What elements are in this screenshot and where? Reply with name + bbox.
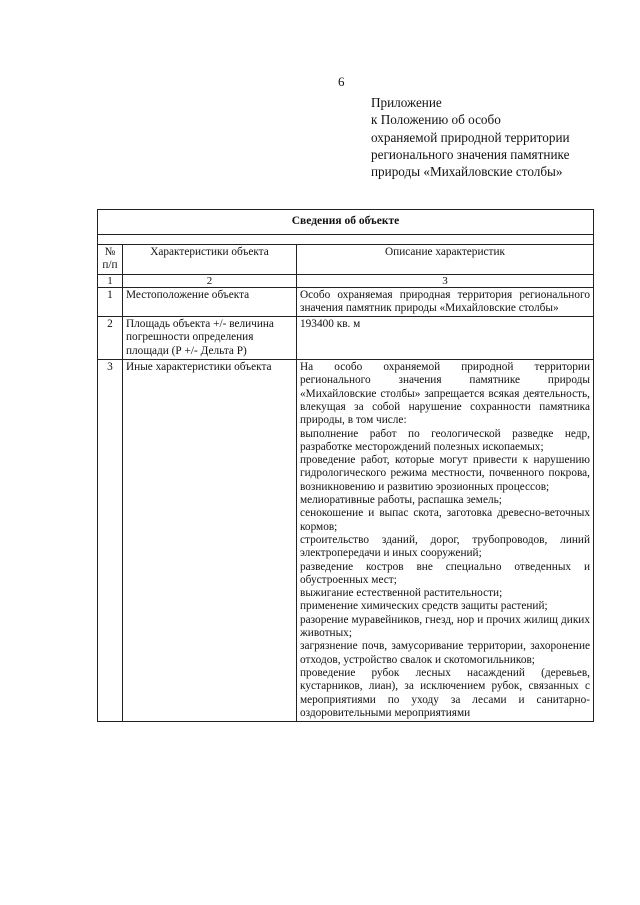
table-header-row: [98, 245, 594, 275]
appendix-line: регионального значения памятнике: [371, 146, 570, 162]
header-characteristic: Характеристики объекта: [123, 245, 297, 275]
description-paragraph: проведение рубок лесных насаждений (деревьев, кустарников, лиан), за исключением рубок, связанных с мероприятиями по уходу за лесами и санитарно-оздоровительными мероприятиями: [300, 666, 590, 719]
table-spacer-row: [98, 235, 594, 245]
appendix-line: Приложение: [371, 95, 442, 110]
table-title-row: [98, 210, 594, 235]
row-number: 3: [98, 360, 123, 722]
description-paragraph: применение химических средств защиты растений;: [300, 600, 548, 613]
column-index-row: [98, 274, 594, 287]
row-characteristic: Местоположение объекта: [123, 287, 297, 317]
column-index: 3: [297, 274, 594, 287]
description-paragraph: строительство зданий, дорог, трубопроводов, линий электропередачи и иных сооружений;: [300, 533, 590, 560]
page-number: 6: [338, 74, 345, 89]
row-description: 193400 кв. м: [297, 317, 594, 360]
object-info-table: [97, 209, 594, 722]
description-paragraph: проведение работ, которые могут привести к нарушению гидрологического режима местности, почвенного покрова, возникновению и развитию эрозионных процессов;: [300, 454, 590, 493]
appendix-line: природы «Михайловские столбы»: [371, 164, 563, 180]
table-row: [98, 287, 594, 317]
row-characteristic: Площадь объекта +/- величина погрешности определения площади (Р +/- Дельта Р): [123, 317, 297, 360]
table-title: Сведения об объекте: [98, 210, 594, 235]
description-paragraph: разведение костров вне специально отведенных и обустроенных мест;: [300, 560, 590, 586]
table-row: [98, 317, 594, 360]
header-description: Описание характеристик: [297, 245, 594, 275]
description-paragraph: загрязнение почв, замусоривание территории, захоронение отходов, устройство свалок и скотомогильников;: [300, 640, 590, 666]
spacer-cell: [98, 235, 594, 245]
row-characteristic: Иные характеристики объекта: [123, 360, 297, 722]
description-paragraph: разорение муравейников, гнезд, нор и прочих жилищ диких животных;: [300, 613, 590, 640]
row-number: 2: [98, 317, 123, 360]
description-paragraph: На особо охраняемой природной территории регионального значения памятнике природы «Михайловские столбы» запрещается всякая деятельность, влекущая за собой нарушение сохранности памятника природы, в том числе:: [300, 361, 590, 427]
table-row: [98, 360, 594, 722]
appendix-line: охраняемой природной территории: [371, 129, 570, 145]
appendix-heading: [371, 94, 611, 180]
table: [97, 209, 594, 722]
row-number: 1: [98, 287, 123, 317]
column-index: 1: [98, 274, 123, 287]
header-num: № п/п: [98, 245, 123, 275]
description-paragraph: выжигание естественной растительности;: [300, 587, 503, 600]
description-paragraph: сенокошение и выпас скота, заготовка древесно-веточных кормов;: [300, 507, 590, 533]
appendix-line: к Положению об особо: [371, 112, 501, 128]
row-description: [297, 360, 594, 722]
row-description: Особо охраняемая природная территория регионального значения памятник природы «Михайловские столбы»: [297, 287, 594, 317]
description-paragraph: мелиоративные работы, распашка земель;: [300, 494, 502, 507]
column-index: 2: [123, 274, 297, 287]
description-paragraph: выполнение работ по геологической разведке недр, разработке месторождений полезных ископаемых;: [300, 427, 590, 453]
